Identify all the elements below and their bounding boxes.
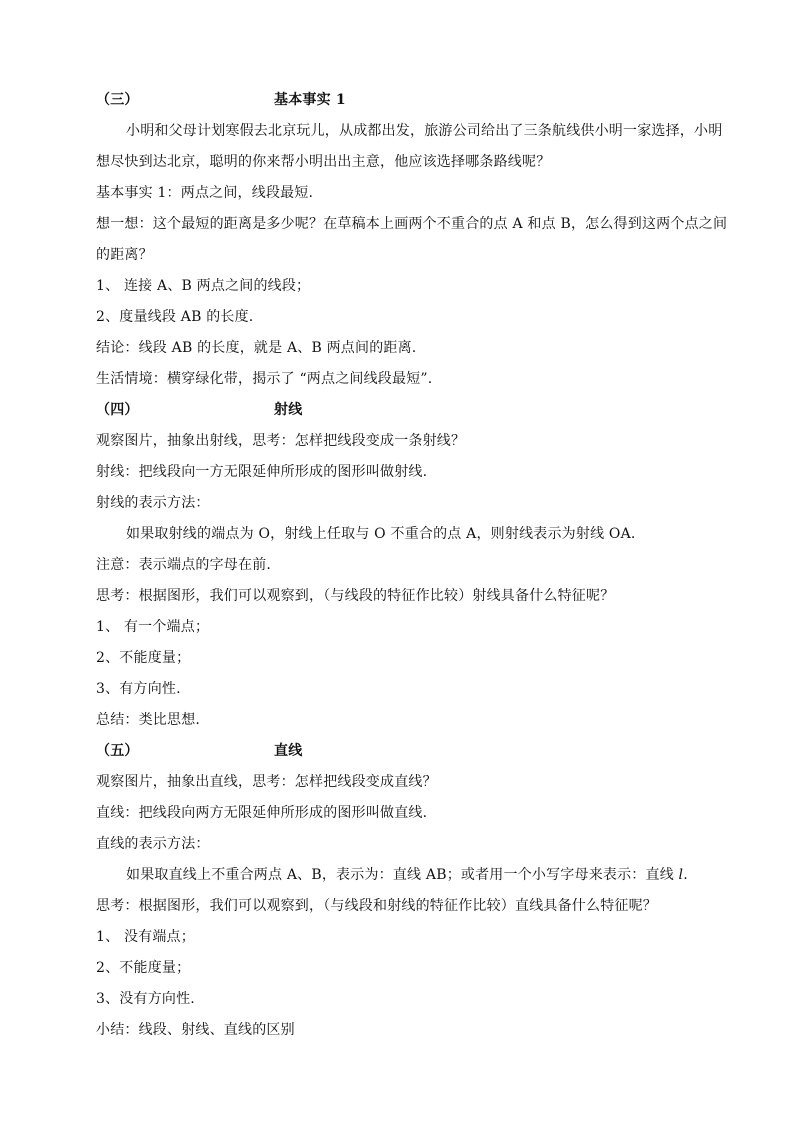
- list-item: 2、不能度量；: [96, 650, 191, 666]
- paragraph: 小明和父母计划寒假去北京玩儿，从成都出发，旅游公司给出了三条航线供小明一家选择，小明: [126, 123, 723, 139]
- paragraph: 总结：类比思想.: [96, 712, 201, 728]
- paragraph: 射线：把线段向一方无限延伸所形成的图形叫做射线.: [96, 464, 428, 480]
- section-number: （三）: [96, 92, 139, 108]
- section-number: （四）: [96, 402, 139, 418]
- list-item: 1、 连接 A、B 两点之间的线段；: [96, 278, 311, 294]
- paragraph: 射线的表示方法：: [96, 495, 210, 511]
- section-number: （五）: [96, 743, 139, 759]
- paragraph: 观察图片，抽象出射线，思考：怎样把线段变成一条射线？: [96, 433, 466, 449]
- section-title: 射线: [274, 402, 303, 418]
- method-text: 如果取直线上不重合两点 A、B，表示为：直线 AB；或者用一个小写字母来表示：直线: [126, 867, 679, 883]
- paragraph: 观察图片，抽象出直线，思考：怎样把线段变成直线？: [96, 774, 437, 790]
- paragraph: [126, 865, 688, 885]
- section3-heading: [96, 90, 346, 110]
- paragraph: 小结：线段、射线、直线的区别: [96, 1022, 295, 1038]
- paragraph: 思考：根据图形，我们可以观察到，（与线段和射线的特征作比较）直线具备什么特征呢？: [96, 898, 657, 914]
- list-item: 2、不能度量；: [96, 960, 191, 976]
- list-item: 2、度量线段 AB 的长度.: [96, 309, 254, 325]
- section-title: 直线: [274, 743, 303, 759]
- paragraph: 直线：把线段向两方无限延伸所形成的图形叫做直线.: [96, 805, 428, 821]
- paragraph: 注意：表示端点的字母在前.: [96, 557, 272, 573]
- paragraph: 思考：根据图形，我们可以观察到，（与线段的特征作比较）射线具备什么特征呢？: [96, 588, 615, 604]
- period: .: [683, 867, 688, 883]
- paragraph: 基本事实 1：两点之间，线段最短.: [96, 185, 314, 201]
- list-item: 1、 没有端点；: [96, 929, 195, 945]
- paragraph: 如果取射线的端点为 O，射线上任取与 O 不重合的点 A，则射线表示为射线 OA.: [126, 526, 636, 542]
- paragraph: 想一想：这个最短的距离是多少呢？在草稿本上画两个不重合的点 A 和点 B，怎么得到这两个点之间: [96, 216, 728, 232]
- list-item: 3、没有方向性.: [96, 991, 195, 1007]
- paragraph: 生活情境：横穿绿化带，揭示了 “两点之间线段最短”.: [96, 371, 433, 387]
- section-title: 基本事实 1: [274, 92, 346, 108]
- line-letter: l: [678, 867, 684, 883]
- paragraph: 想尽快到达北京，聪明的你来帮小明出出主意，他应该选择哪条路线呢？: [96, 154, 551, 170]
- paragraph: 直线的表示方法：: [96, 836, 210, 852]
- list-item: 3、有方向性.: [96, 681, 181, 697]
- section5-heading: [96, 741, 302, 761]
- paragraph: 的距离？: [96, 247, 153, 263]
- paragraph: 结论：线段 AB 的长度，就是 A、B 两点间的距离.: [96, 340, 417, 356]
- list-item: 1、 有一个端点；: [96, 619, 210, 635]
- section4-heading: [96, 400, 302, 420]
